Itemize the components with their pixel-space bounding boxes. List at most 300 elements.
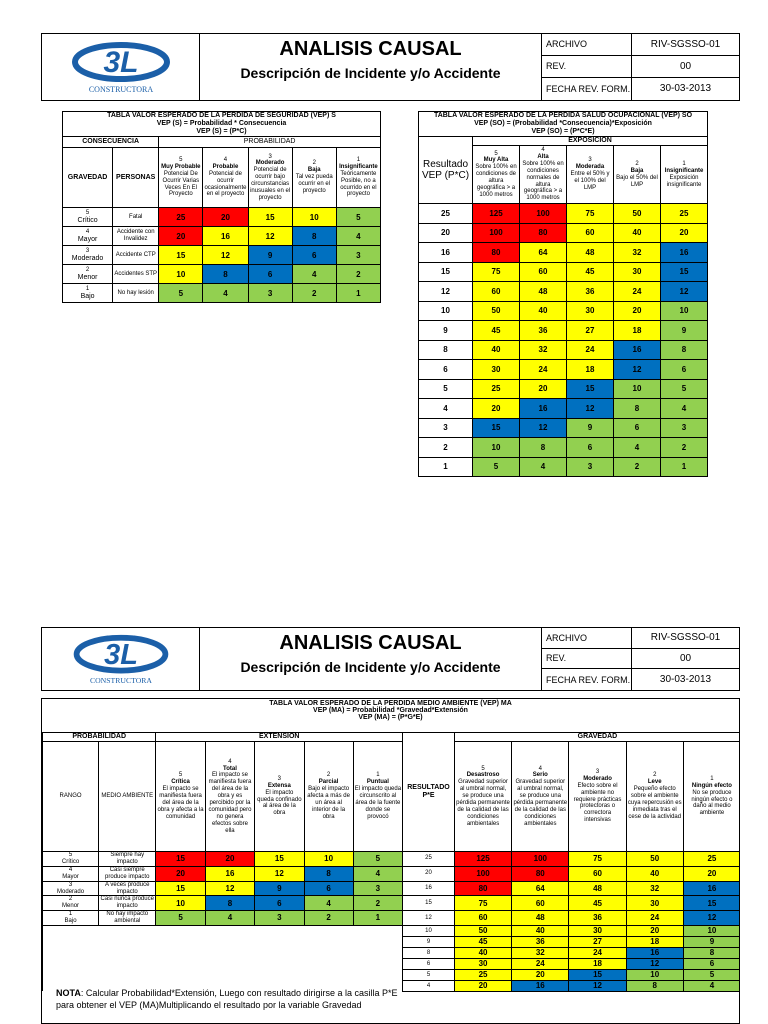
ma-grav-value-cell: 32: [626, 881, 683, 896]
ma-grav-col-5-desc: Gravedad superior al umbral normal, se produce una pérdida permanente de la calidad de las condiciones ambientales: [456, 779, 510, 827]
ma-ext-value-cell: 2: [304, 911, 353, 926]
so-value-cell: 5: [661, 379, 708, 399]
logo-3l-text: 3L: [102, 46, 139, 79]
so-value-cell: 12: [661, 282, 708, 302]
seg-prob-col-5-desc: Potencial De Ocurrir Varias Veces En El Proyecto: [162, 170, 200, 198]
so-value-cell: 36: [520, 321, 567, 341]
ma-ext-value-cell: 5: [156, 911, 205, 926]
seg-probabilidad-header: PROBABILIDAD: [159, 137, 381, 148]
ma-grav-col-4-number: 4: [538, 765, 542, 772]
ma-rango-num: 1: [68, 911, 73, 918]
so-resultado-cell: 16: [419, 243, 473, 263]
seg-personas-cell: Accidente con Invalidez: [113, 227, 159, 246]
seg-row: [63, 208, 381, 227]
seg-prob-col-3-desc: Potencial de ocurrir bajo circunstancias inusuales en el proyecto: [250, 167, 291, 201]
salud-ocupacional-vep-table: [418, 111, 708, 477]
ma-resultado-cell: 10: [403, 925, 455, 936]
seg-value-cell: 3: [336, 246, 380, 265]
so-value-cell: 40: [520, 301, 567, 321]
so-value-cell: 8: [520, 438, 567, 458]
so-row: [419, 438, 708, 458]
ma-ext-value-cell: 20: [156, 866, 205, 881]
seg-prob-col-2-number: 2: [312, 160, 316, 167]
ma-ext-col-4: [205, 742, 254, 852]
ma-ext-value-cell: 2: [353, 896, 402, 911]
seg-personas-cell: Fatal: [113, 208, 159, 227]
so-value-cell: 6: [614, 418, 661, 438]
ma-formula-1: VEP (MA) = Probabilidad *Gravedad*Extensión: [313, 707, 468, 714]
so-value-cell: 4: [614, 438, 661, 458]
ma-grav-value-cell: 12: [683, 911, 740, 926]
so-value-cell: 60: [567, 223, 614, 243]
ma-grav-value-cell: 25: [683, 852, 740, 867]
ma-ext-col-3-number: 3: [277, 775, 282, 782]
ma-ext-value-cell: 10: [304, 852, 353, 867]
seg-prob-col-4-desc: Potencial de ocurrir ocasionalmente en el proyecto: [204, 170, 247, 198]
so-row: [419, 223, 708, 243]
ma-note-text: : Calcular Probabilidad*Extensión, Luego con resultado dirigirse a la casilla P*E para obtener el VEP (MA)Multiplicando el resultado por la variable Gravedad: [56, 988, 398, 1011]
ma-rango-cell: [43, 866, 99, 881]
ma-grav-value-cell: 80: [512, 866, 569, 881]
ma-grav-value-cell: 24: [626, 911, 683, 926]
seg-prob-col-3-number: 3: [268, 153, 272, 160]
so-resultado-cell: 5: [419, 379, 473, 399]
seg-value-cell: 10: [159, 265, 203, 284]
ma-extension-header: EXTENSION: [156, 733, 403, 742]
seg-value-cell: 5: [336, 208, 380, 227]
so-value-cell: 60: [473, 282, 520, 302]
ma-grav-value-cell: 125: [454, 852, 511, 867]
so-exp-col-5-desc: Sobre 100% en condiciones de altura geográfica > a 1000 metros: [475, 164, 517, 198]
ma-grav-value-cell: 20: [626, 925, 683, 936]
fecha-label: FECHA REV. FORM.: [542, 669, 632, 690]
ma-row: [43, 881, 741, 896]
so-value-cell: 48: [520, 282, 567, 302]
ma-medio-cell: Casi nunca produce impacto: [100, 896, 154, 910]
document-meta: [541, 628, 739, 690]
ma-row: [43, 896, 741, 911]
ma-ext-col-1-number: 1: [376, 772, 380, 779]
ma-rango-header: RANGO: [43, 742, 99, 852]
rev-label: REV.: [542, 649, 632, 669]
ma-matrix-table: [42, 732, 740, 992]
seg-value-cell: 20: [159, 227, 203, 246]
so-value-cell: 30: [614, 262, 661, 282]
so-resultado-header: Resultado VEP (P*C): [419, 137, 473, 204]
ma-rango-cell: [43, 896, 99, 911]
ma-ext-col-1-name: Puntual: [366, 779, 389, 786]
ma-grav-col-5: [454, 742, 511, 852]
seg-gravedad-name: Moderado: [71, 254, 104, 262]
ma-rango-name: Crítico: [61, 858, 80, 865]
so-value-cell: 4: [661, 399, 708, 419]
ma-ext-col-4-desc: El impacto se manifiesta fuera del área de la obra y es percibido por la comunidad pero no genera efectos sobre ella: [208, 772, 252, 834]
so-value-cell: 10: [614, 379, 661, 399]
seg-value-cell: 9: [248, 246, 292, 265]
so-value-cell: 32: [614, 243, 661, 263]
ma-formula-2: VEP (MA) = (P*G*E): [358, 714, 423, 721]
so-exp-col-5-number: 5: [494, 150, 498, 157]
seg-value-cell: 16: [203, 227, 248, 246]
so-value-cell: 25: [473, 379, 520, 399]
seg-gravedad-name: Menor: [77, 273, 98, 281]
so-value-cell: 2: [661, 438, 708, 458]
ma-resultado-cell: 4: [403, 980, 455, 991]
ma-ext-value-cell: 8: [205, 896, 254, 911]
so-row: [419, 321, 708, 341]
so-value-cell: 27: [567, 321, 614, 341]
seg-value-cell: 4: [336, 227, 380, 246]
so-value-cell: 20: [473, 399, 520, 419]
archivo-label: ARCHIVO: [542, 34, 632, 55]
ma-ext-value-cell: 6: [304, 881, 353, 896]
ma-ext-col-4-name: Total: [223, 765, 237, 772]
so-value-cell: 15: [473, 418, 520, 438]
so-exp-col-3-desc: Entre el 50% y el 100% del LMP: [570, 171, 610, 192]
so-row: [419, 204, 708, 224]
ma-grav-col-1-number: 1: [710, 775, 714, 782]
seg-prob-col-3-name: Moderado: [255, 160, 285, 167]
so-value-cell: 8: [661, 340, 708, 360]
so-value-cell: 24: [520, 360, 567, 380]
ma-rango-num: 5: [68, 852, 73, 859]
so-exp-col-4-number: 4: [541, 147, 545, 154]
so-value-cell: 2: [614, 457, 661, 477]
ma-grav-value-cell: 50: [626, 852, 683, 867]
so-exp-col-1-desc: Exposición insignificante: [666, 174, 702, 188]
seg-value-cell: 12: [203, 246, 248, 265]
so-value-cell: 25: [661, 204, 708, 224]
seg-prob-col-2: [292, 148, 336, 208]
ma-note-label: NOTA: [56, 988, 81, 998]
so-value-cell: 100: [520, 204, 567, 224]
ma-grav-value-cell: 60: [454, 911, 511, 926]
document-header-1: [41, 33, 740, 101]
ma-grav-value-cell: 10: [626, 969, 683, 980]
ma-grav-value-cell: 36: [569, 911, 626, 926]
page-title: ANALISIS CAUSAL: [279, 632, 462, 654]
ma-grav-value-cell: 20: [683, 866, 740, 881]
so-row: [419, 360, 708, 380]
so-row: [419, 301, 708, 321]
seg-gravedad-cell: [63, 227, 113, 246]
seg-value-cell: 3: [248, 284, 292, 303]
ma-ext-value-cell: 4: [304, 896, 353, 911]
seg-value-cell: 15: [248, 208, 292, 227]
so-resultado-cell: 6: [419, 360, 473, 380]
so-value-cell: 45: [473, 321, 520, 341]
so-value-cell: 36: [567, 282, 614, 302]
ma-ext-value-cell: 6: [255, 896, 304, 911]
ma-ext-col-1: [353, 742, 402, 852]
so-value-cell: 10: [661, 301, 708, 321]
ma-grav-value-cell: 15: [683, 896, 740, 911]
ma-gravedad-header: GRAVEDAD: [454, 733, 740, 742]
so-value-cell: 32: [520, 340, 567, 360]
ma-resultado-cell: 8: [403, 947, 455, 958]
so-value-cell: 16: [614, 340, 661, 360]
so-formula-1: VEP (SO) = (Probabilidad *Consecuencia)*Exposición: [419, 120, 708, 128]
ma-ext-col-3-desc: El impacto queda confinado al área de la obra: [257, 789, 302, 817]
ma-ext-value-cell: 10: [156, 896, 205, 911]
seg-gravedad-cell: [63, 208, 113, 227]
archivo-label: ARCHIVO: [542, 628, 632, 648]
ma-grav-col-2-desc: Pequeño efecto sobre el ambiente cuya repercusión es inmediata tras el cese de la actividad: [627, 786, 682, 820]
so-row: [419, 243, 708, 263]
ma-ext-col-4-number: 4: [228, 758, 232, 765]
ma-grav-value-cell: 75: [454, 896, 511, 911]
ma-ext-col-5: [156, 742, 205, 852]
ma-medio-cell: Casi siempre produce impacto: [99, 866, 156, 881]
so-value-cell: 50: [473, 301, 520, 321]
so-value-cell: 1: [661, 457, 708, 477]
so-exp-col-2-number: 2: [635, 160, 639, 167]
document-meta: [541, 34, 739, 100]
seg-prob-col-4-number: 4: [223, 156, 228, 163]
seg-value-cell: 6: [292, 246, 336, 265]
seg-value-cell: 12: [248, 227, 292, 246]
so-value-cell: 75: [473, 262, 520, 282]
so-row: [419, 379, 708, 399]
ma-ext-value-cell: 12: [205, 881, 254, 896]
seg-prob-col-5-name: Muy Probable: [161, 163, 201, 170]
so-value-cell: 18: [567, 360, 614, 380]
ma-grav-value-cell: 18: [569, 958, 626, 969]
so-exp-col-3: [567, 146, 614, 204]
fecha-value: 30-03-2013: [659, 674, 712, 686]
ma-grav-value-cell: 18: [626, 936, 683, 947]
so-value-cell: 80: [473, 243, 520, 263]
so-exp-col-2-desc: Bajo el 50% del LMP: [616, 174, 658, 188]
ma-grav-value-cell: 12: [626, 958, 683, 969]
ma-resultado-cell: 25: [403, 852, 455, 867]
seg-consecuencia-header: CONSECUENCIA: [63, 137, 159, 148]
ma-ext-col-3-name: Extensa: [267, 782, 291, 789]
rev-value: 00: [679, 60, 692, 72]
seg-value-cell: 1: [336, 284, 380, 303]
so-exposicion-header: EXPOSICION: [473, 137, 708, 146]
so-value-cell: 125: [473, 204, 520, 224]
so-exp-col-4-name: Alta: [537, 154, 549, 161]
ma-grav-value-cell: 30: [569, 925, 626, 936]
rev-label: REV.: [542, 56, 632, 77]
so-value-cell: 8: [614, 399, 661, 419]
so-row: [419, 457, 708, 477]
ma-grav-value-cell: 8: [626, 980, 683, 991]
logo-3l-icon: [66, 631, 176, 687]
so-resultado-cell: 12: [419, 282, 473, 302]
seg-personas-cell: Accidentes STP: [113, 265, 159, 284]
so-value-cell: 20: [614, 301, 661, 321]
so-value-cell: 15: [567, 379, 614, 399]
seg-gravedad-num: 1: [85, 285, 90, 292]
seg-gravedad-num: 5: [85, 209, 90, 216]
seg-value-cell: 2: [292, 284, 336, 303]
seg-value-cell: 20: [203, 208, 248, 227]
ma-grav-value-cell: 75: [569, 852, 626, 867]
ma-medio-cell: A veces produce impacto: [99, 881, 156, 896]
ma-ext-value-cell: 8: [304, 866, 353, 881]
ma-grav-value-cell: 50: [454, 925, 511, 936]
so-exp-col-4-desc: Sobre 100% en condiciones normales de altura geográfica > a 1000 metros: [522, 160, 564, 202]
so-value-cell: 64: [520, 243, 567, 263]
ma-grav-value-cell: 40: [454, 947, 511, 958]
ma-grav-col-4: [512, 742, 569, 852]
ma-grav-col-2: [626, 742, 683, 852]
seg-gravedad-num: 3: [85, 247, 90, 254]
so-value-cell: 45: [567, 262, 614, 282]
page-subtitle: Descripción de Incidente y/o Accidente: [240, 65, 501, 81]
ma-grav-value-cell: 10: [683, 925, 740, 936]
ma-ext-value-cell: 4: [205, 911, 254, 926]
seg-gravedad-num: 2: [85, 266, 90, 273]
seguridad-vep-table: [62, 111, 381, 303]
ma-rango-cell: [43, 911, 99, 926]
ma-ext-value-cell: 12: [255, 866, 304, 881]
ma-ext-col-5-name: Crítica: [171, 779, 190, 786]
seg-prob-col-1-name: Insignificante: [339, 163, 378, 170]
so-resultado-cell: 3: [419, 418, 473, 438]
ma-grav-col-3: [569, 742, 626, 852]
so-value-cell: 80: [520, 223, 567, 243]
fecha-value: 30-03-2013: [659, 83, 712, 95]
seg-gravedad-num: 4: [85, 228, 90, 235]
rev-value: 00: [679, 652, 692, 664]
ma-ext-value-cell: 1: [353, 911, 402, 926]
ma-medio-cell: Siempre hay impacto: [99, 852, 156, 867]
ma-grav-col-4-desc: Gravedad superior al umbral normal, se produce una pérdida permanente de la calidad de las condiciones ambientales: [513, 779, 568, 827]
ma-grav-value-cell: 30: [454, 958, 511, 969]
so-exp-col-2: [614, 146, 661, 204]
ma-rango-name: Moderado: [57, 888, 85, 895]
so-exp-col-2-name: Baja: [630, 167, 644, 174]
so-table-title: TABLA VALOR ESPERADO DE LA PERDIDA SALUD OCUPACIONAL (VEP) SO: [419, 112, 708, 121]
ma-grav-col-3-number: 3: [595, 768, 600, 775]
ma-grav-col-3-name: Moderado: [583, 775, 612, 782]
ma-rango-name: Menor: [62, 903, 80, 910]
so-value-cell: 40: [473, 340, 520, 360]
so-value-cell: 30: [567, 301, 614, 321]
ma-grav-col-3-desc: Efecto sobre el ambiente no requiere prácticas protectoras o correctora intensivas: [573, 782, 622, 824]
so-exp-col-1-number: 1: [682, 160, 686, 167]
ma-ext-col-2-number: 2: [326, 772, 331, 779]
so-exp-col-5-name: Muy Alta: [483, 157, 509, 164]
so-resultado-cell: 8: [419, 340, 473, 360]
so-exp-col-5: [473, 146, 520, 204]
so-resultado-cell: 1: [419, 457, 473, 477]
archivo-value: RIV-SGSSO-01: [650, 38, 721, 50]
seg-row: [63, 227, 381, 246]
seg-value-cell: 2: [336, 265, 380, 284]
ma-grav-value-cell: 12: [569, 980, 626, 991]
so-value-cell: 24: [614, 282, 661, 302]
seg-row: [63, 284, 381, 303]
so-value-cell: 9: [661, 321, 708, 341]
ma-row: [43, 866, 741, 881]
ma-grav-value-cell: 100: [454, 866, 511, 881]
seg-gravedad-name: Mayor: [77, 235, 98, 243]
seg-prob-col-2-name: Baja: [307, 167, 321, 174]
logo-3l-text: 3L: [103, 638, 138, 671]
ma-resultado-cell: 20: [403, 866, 455, 881]
so-value-cell: 100: [473, 223, 520, 243]
ma-grav-value-cell: 40: [626, 866, 683, 881]
so-resultado-cell: 4: [419, 399, 473, 419]
so-exp-col-3-number: 3: [588, 157, 592, 164]
ma-resultado-header: RESULTADO P*E: [403, 733, 455, 852]
ma-ext-value-cell: 3: [255, 911, 304, 926]
seg-row: [63, 246, 381, 265]
so-value-cell: 4: [520, 457, 567, 477]
ma-grav-value-cell: 60: [569, 866, 626, 881]
ma-grav-value-cell: 45: [569, 896, 626, 911]
seg-prob-col-2-desc: Tal vez pueda ocurrir en el proyecto: [295, 174, 333, 194]
so-value-cell: 15: [661, 262, 708, 282]
ma-note: [56, 987, 401, 1011]
ma-ext-col-1-desc: El impacto queda circunscrito al área de la fuente donde se provocó: [354, 786, 402, 820]
ma-rango-num: 2: [68, 896, 73, 903]
ma-grav-value-cell: 40: [512, 925, 569, 936]
ma-grav-value-cell: 16: [683, 881, 740, 896]
seg-value-cell: 5: [159, 284, 203, 303]
so-resultado-cell: 9: [419, 321, 473, 341]
so-value-cell: 9: [567, 418, 614, 438]
seg-personas-header: PERSONAS: [113, 148, 159, 208]
seg-prob-col-1-desc: Teóricamente Posible, no a ocurrido en el proyecto: [340, 170, 377, 198]
logo-3l-icon: [66, 38, 176, 96]
ma-probabilidad-header: PROBABILIDAD: [43, 733, 156, 742]
ma-rango-cell: [43, 881, 99, 896]
seg-prob-col-1: [336, 148, 380, 208]
so-row: [419, 262, 708, 282]
ma-ext-value-cell: 4: [353, 866, 402, 881]
ma-grav-value-cell: 32: [512, 947, 569, 958]
ma-grav-value-cell: 64: [512, 881, 569, 896]
so-exp-col-1: [661, 146, 708, 204]
so-row: [419, 399, 708, 419]
ma-resultado-cell: 9: [403, 936, 455, 947]
ma-resultado-cell: 16: [403, 881, 455, 896]
ma-ext-value-cell: 15: [156, 881, 205, 896]
document-header-2: [41, 627, 740, 691]
ma-grav-col-1: [683, 742, 740, 852]
seg-prob-col-5-number: 5: [179, 156, 183, 163]
so-value-cell: 3: [567, 457, 614, 477]
so-exp-col-1-name: Insignificante: [664, 167, 704, 174]
ma-ext-value-cell: 9: [255, 881, 304, 896]
so-value-cell: 20: [520, 379, 567, 399]
page-title: ANALISIS CAUSAL: [279, 38, 462, 60]
seg-row: [63, 265, 381, 284]
ma-ext-value-cell: 20: [205, 852, 254, 867]
seg-table-title: TABLA VALOR ESPERADO DE LA PERDIDA DE SEGURIDAD (VEP) S: [63, 112, 381, 121]
so-value-cell: 12: [614, 360, 661, 380]
ma-grav-col-1-desc: No se produce ningún efecto o daño al medio ambiente: [691, 789, 733, 817]
so-row: [419, 340, 708, 360]
seg-value-cell: 8: [292, 227, 336, 246]
ma-grav-value-cell: 25: [454, 969, 511, 980]
seg-value-cell: 25: [159, 208, 203, 227]
so-value-cell: 5: [473, 457, 520, 477]
ma-grav-value-cell: 60: [512, 896, 569, 911]
ma-grav-value-cell: 4: [683, 980, 740, 991]
ma-medio-header: MEDIO AMBIENTE: [99, 742, 156, 852]
so-exp-col-3-name: Moderada: [575, 164, 605, 171]
so-value-cell: 48: [567, 243, 614, 263]
page-subtitle: Descripción de Incidente y/o Accidente: [240, 659, 501, 675]
ma-resultado-cell: 12: [403, 911, 455, 926]
so-value-cell: 40: [614, 223, 661, 243]
